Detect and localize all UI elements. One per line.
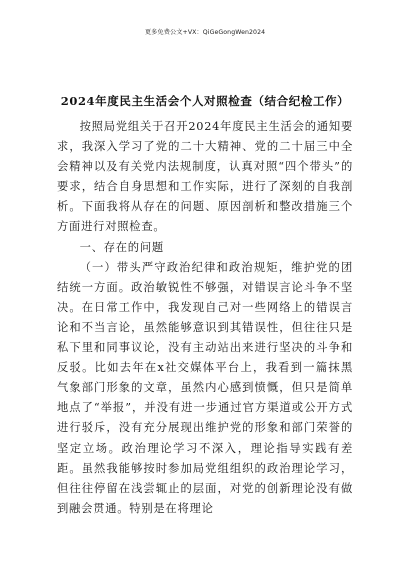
document-title: 2024年度民主生活会个人对照检查（结合纪检工作）	[60, 94, 350, 108]
document-body	[57, 117, 353, 519]
header-note: 更多免费公文+VX：QiGeGongWen2024	[144, 29, 266, 36]
subsection-paragraph-political-discipline: （一）带头严守政治纪律和政治规矩，维护党的团结统一方面。政治敏锐性不够强，对错误言论斗争不坚决。在日常工作中，我发现自己对一些网络上的错误言论和不当言论，虽然能够意识到其错误性，但往往只是私下里和同事议论，没有主动站出来进行坚决的斗争和反驳。比如去年在x社交媒体平台上，我看到一篇抹黑气象部门形象的文章，虽然内心感到愤慨，但只是简单地点了“举报”，并没有进一步通过官方渠道或公开方式进行驳斥，没有充分展现出维护党的形象和部门荣誉的坚定立场。政治理论学习不深入，理论指导实践有差距。虽然我能够按时参加局党组组织的政治理论学习，但往往停留在浅尝辄止的层面，对党的创新理论没有做到融会贯通。特别是在将理论	[57, 260, 353, 515]
intro-paragraph: 按照局党组关于召开2024年度民主生活会的通知要求，我深入学习了党的二十大精神、党的二十届三中全会精神以及有关党内法规制度，认真对照“四个带头”的要求，结合自身思想和工作实际，进行了深刻的自我剖析。下面我将从存在的问题、原因剖析和整改措施三个方面进行对照检查。	[57, 120, 353, 234]
section-heading-problems: 一、存在的问题	[79, 240, 164, 254]
